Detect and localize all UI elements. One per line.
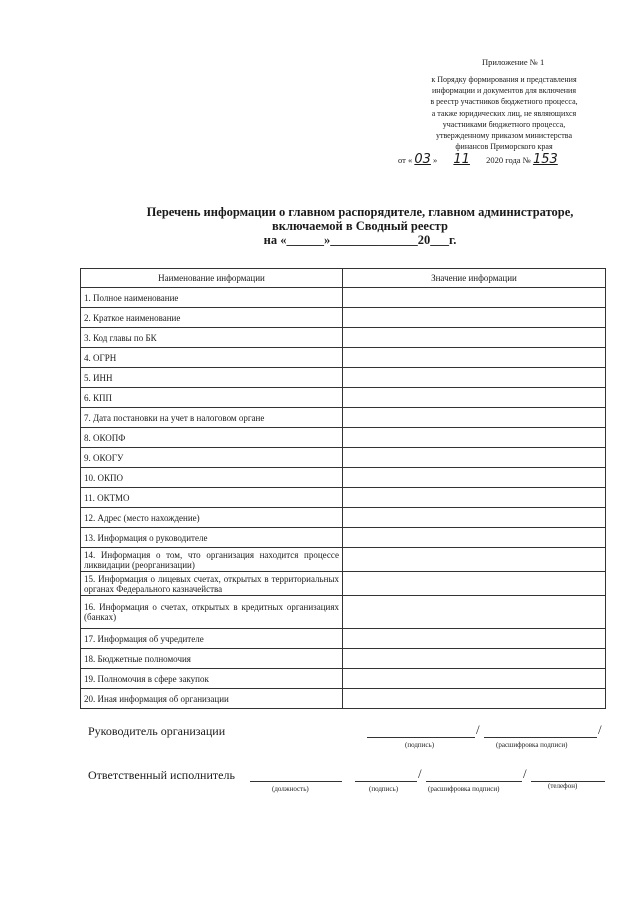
table-row [81,428,606,448]
appendix-number: Приложение № 1 [482,57,545,67]
slash: / [598,722,602,737]
table-row [81,629,606,649]
row-name: 17. Информация об учредителе [81,629,343,649]
table-row [81,448,606,468]
head-signature-line [367,737,475,738]
approval-line: в реестр участников бюджетного процесса, [430,97,578,107]
row-value-cell [343,308,606,328]
head-signature-label: Руководитель организации [88,724,226,738]
row-value-cell [343,596,606,629]
slash: / [523,766,527,781]
row-name: 7. Дата постановки на учет в налоговом органе [81,408,343,428]
row-value-cell [343,508,606,528]
handwritten-order-number: 153 [532,152,558,167]
date-mid: » [433,155,438,165]
document-title [120,205,600,247]
date-prefix: от « [398,155,413,165]
row-name: 10. ОКПО [81,468,343,488]
column-header-value: Значение информации [343,269,606,288]
table-row [81,689,606,709]
row-name: 11. ОКТМО [81,488,343,508]
row-name: 5. ИНН [81,368,343,388]
information-table [80,268,606,709]
table-row [81,368,606,388]
row-value-cell [343,468,606,488]
row-value-cell [343,388,606,408]
row-name: 3. Код главы по БК [81,328,343,348]
executor-signature-caption: (подпись) [369,785,399,793]
head-decode-caption: (расшифровка подписи) [496,741,568,749]
table-row [81,408,606,428]
row-value-cell [343,448,606,468]
table-row [81,348,606,368]
head-decode-line [484,737,597,738]
executor-position-caption: (должность) [272,785,309,793]
row-value-cell [343,528,606,548]
row-name: 4. ОГРН [81,348,343,368]
row-name: 14. Информация о том, что организация находится процессе ликвидации (реорганизации) [81,548,343,572]
row-name: 9. ОКОГУ [81,448,343,468]
row-value-cell [343,689,606,709]
table-row [81,388,606,408]
row-name: 18. Бюджетные полномочия [81,649,343,669]
row-name: 16. Информация о счетах, открытых в кредитных организациях (банках) [81,596,343,629]
title-line-3: на «______»______________20___г. [263,233,457,247]
row-value-cell [343,669,606,689]
handwritten-day: 03 [414,152,431,167]
slash: / [418,766,422,781]
executor-decode-line [426,781,522,782]
executor-decode-caption: (расшифровка подписи) [428,785,500,793]
table-row [81,669,606,689]
executor-phone-caption: (телефон) [548,782,578,790]
approval-line: финансов Приморского края [455,142,553,152]
row-name: 19. Полномочия в сфере закупок [81,669,343,689]
approval-line: а также юридических лиц, не являющихся [431,108,577,118]
table-row [81,308,606,328]
row-value-cell [343,288,606,308]
row-name: 6. КПП [81,388,343,408]
head-signature-caption: (подпись) [405,741,435,749]
table-row [81,508,606,528]
row-value-cell [343,328,606,348]
table-row [81,468,606,488]
row-value-cell [343,408,606,428]
row-value-cell [343,548,606,572]
executor-signature-line [355,781,417,782]
row-value-cell [343,649,606,669]
executor-signature-label: Ответственный исполнитель [88,768,235,782]
row-name: 1. Полное наименование [81,288,343,308]
row-value-cell [343,368,606,388]
date-year: 2020 года № [486,155,531,165]
row-name: 8. ОКОПФ [81,428,343,448]
approval-line: участниками бюджетного процесса, [442,119,566,129]
row-name: 20. Иная информация об организации [81,689,343,709]
column-header-name: Наименование информации [81,269,343,288]
title-line-2: включаемой в Сводный реестр [272,219,448,233]
table-row [81,548,606,572]
approval-reference [395,74,613,152]
row-value-cell [343,572,606,596]
row-value-cell [343,348,606,368]
table-row [81,328,606,348]
row-name: 12. Адрес (место нахождение) [81,508,343,528]
table-row [81,528,606,548]
row-value-cell [343,629,606,649]
approval-line: утвержденному приказом министерства [435,131,573,141]
table-row [81,488,606,508]
row-value-cell [343,428,606,448]
approval-line: информации и документов для включения [432,86,576,96]
handwritten-month: 11 [453,152,470,167]
row-name: 15. Информация о лицевых счетах, открытых в территориальных органах Федерального казначейства [81,572,343,596]
approval-line: к Порядку формирования и представления [431,75,577,84]
order-date-line [398,152,558,167]
title-line-1: Перечень информации о главном распорядителе, главном администраторе, [146,205,574,219]
row-name: 2. Краткое наименование [81,308,343,328]
row-value-cell [343,488,606,508]
table-row [81,288,606,308]
slash: / [476,722,480,737]
table-header-row [81,269,606,288]
table-row [81,596,606,629]
table-row [81,649,606,669]
table-row [81,572,606,596]
executor-position-line [250,781,342,782]
row-name: 13. Информация о руководителе [81,528,343,548]
